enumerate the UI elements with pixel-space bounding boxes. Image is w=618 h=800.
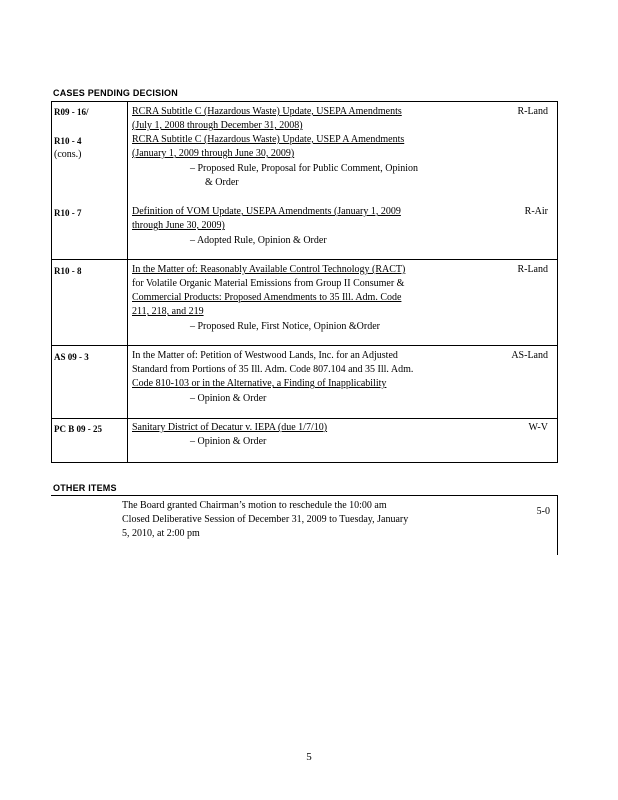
case-number: R09 - 16/ xyxy=(54,107,89,117)
case-title-line: Commercial Products: Proposed Amendments to 35 Ill. Adm. Code xyxy=(132,292,402,303)
case-number: R10 - 4 xyxy=(54,136,82,146)
case-title-line: RCRA Subtitle C (Hazardous Waste) Update, USEPA Amendments xyxy=(132,106,402,117)
case-action: – Proposed Rule, First Notice, Opinion &Order xyxy=(190,321,380,332)
other-items-top-border xyxy=(51,495,558,496)
table-column-divider xyxy=(127,101,128,463)
row-divider xyxy=(51,418,558,419)
other-item-text-line: The Board granted Chairman’s motion to reschedule the 10:00 am xyxy=(122,500,387,511)
row-divider xyxy=(51,259,558,260)
case-title-line: (July 1, 2008 through December 31, 2008) xyxy=(132,120,303,131)
section-title-other-items: OTHER ITEMS xyxy=(53,483,117,493)
other-item-text-line: 5, 2010, at 2:00 pm xyxy=(122,528,200,539)
case-reference: W-V xyxy=(528,422,548,433)
case-number-suffix: (cons.) xyxy=(54,149,82,160)
table-left-border xyxy=(51,101,52,463)
other-item-text-line: Closed Deliberative Session of December 31, 2009 to Tuesday, January xyxy=(122,514,409,525)
case-reference: AS-Land xyxy=(511,350,548,361)
case-action: – Proposed Rule, Proposal for Public Comment, Opinion xyxy=(190,163,419,174)
case-title-line: Sanitary District of Decatur v. IEPA (due 1/7/10) xyxy=(132,422,328,433)
case-action: – Opinion & Order xyxy=(190,436,267,447)
case-title-line: In the Matter of: Petition of Westwood Lands, Inc. for an Adjusted xyxy=(132,350,398,361)
case-title-line: RCRA Subtitle C (Hazardous Waste) Update, USEP A Amendments xyxy=(132,134,405,145)
case-title-line: (January 1, 2009 through June 30, 2009) xyxy=(132,148,295,159)
vote-result: 5-0 xyxy=(536,506,550,517)
case-title-line: 211, 218, and 219 xyxy=(132,306,204,317)
case-title-line: for Volatile Organic Material Emissions from Group II Consumer & xyxy=(132,278,405,289)
case-action: & Order xyxy=(205,177,239,188)
case-title-line: In the Matter of: Reasonably Available Control Technology (RACT) xyxy=(132,264,406,275)
section-title-cases-pending: CASES PENDING DECISION xyxy=(53,88,178,98)
case-number: R10 - 7 xyxy=(54,208,82,218)
case-title-line: Code 810-103 or in the Alternative, a Finding of Inapplicability xyxy=(132,378,387,389)
row-divider xyxy=(51,345,558,346)
case-reference: R-Land xyxy=(517,106,548,117)
case-number: AS 09 - 3 xyxy=(54,352,89,362)
case-title-line: Standard from Portions of 35 Ill. Adm. Code 807.104 and 35 Ill. Adm. xyxy=(132,364,414,375)
table-right-border xyxy=(557,101,558,463)
case-title-line: through June 30, 2009) xyxy=(132,220,225,231)
case-number: PC B 09 - 25 xyxy=(54,424,102,434)
case-action: – Opinion & Order xyxy=(190,393,267,404)
case-title-line: Definition of VOM Update, USEPA Amendments (January 1, 2009 xyxy=(132,206,401,217)
case-number: R10 - 8 xyxy=(54,266,82,276)
other-items-right-border xyxy=(557,495,558,555)
page-number: 5 xyxy=(306,751,312,763)
table-bottom-border xyxy=(51,462,558,463)
case-reference: R-Air xyxy=(524,206,548,217)
case-reference: R-Land xyxy=(517,264,548,275)
case-action: – Adopted Rule, Opinion & Order xyxy=(190,235,327,246)
